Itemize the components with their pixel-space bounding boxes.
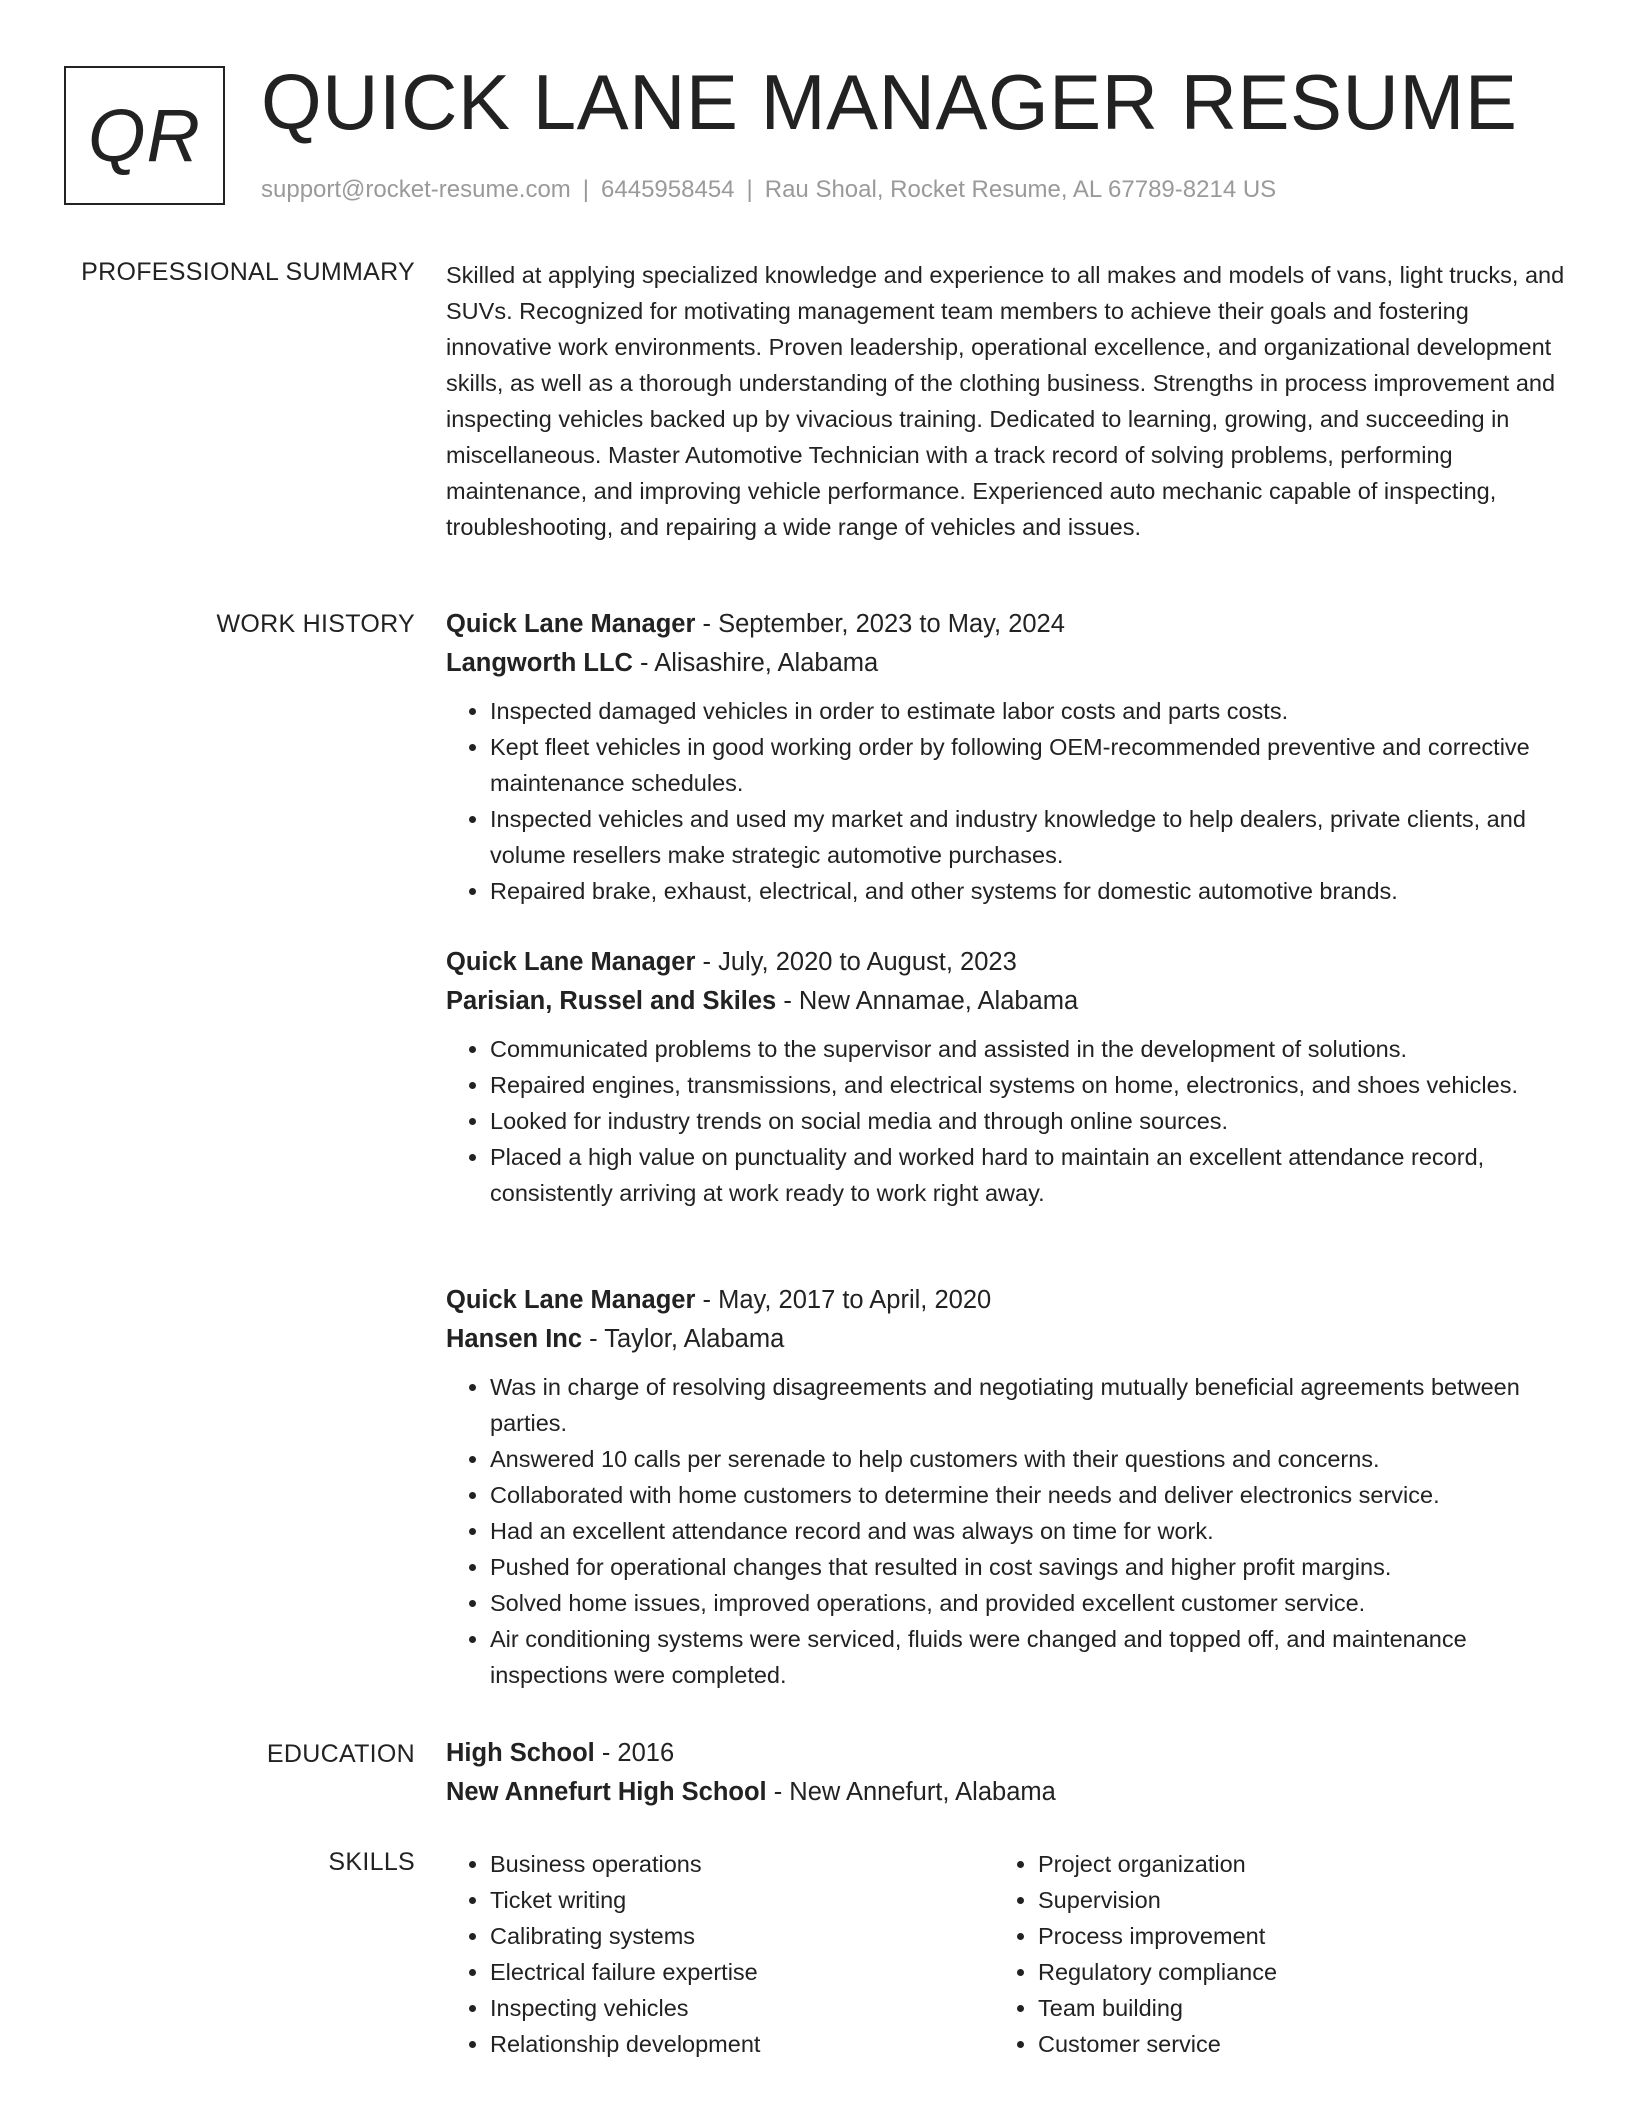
list-item: • Supervision — [1038, 1882, 1542, 1918]
skills-grid — [446, 1846, 1566, 2062]
job-bullets — [446, 1031, 1566, 1211]
summary-section — [446, 257, 1566, 545]
contact-email: support@rocket-resume.com — [261, 176, 571, 203]
job-location: - Alisashire, Alabama — [632, 649, 879, 677]
job-title: Quick Lane Manager — [446, 948, 696, 976]
skills-section — [446, 1846, 1566, 2062]
education-year: - 2016 — [594, 1739, 675, 1767]
contact-line — [261, 176, 1276, 204]
education-location: - New Annefurt, Alabama — [766, 1778, 1056, 1806]
list-item: • Repaired engines, transmissions, and electrical systems on home, electronics, and shoes vehicles. — [490, 1067, 1566, 1103]
job-company-line — [446, 982, 1566, 1021]
list-item: • Kept fleet vehicles in good working order by following OEM-recommended preventive and corrective maintenance schedules. — [490, 729, 1566, 801]
skills-column-left — [446, 1846, 994, 2062]
education-entry — [446, 1734, 1566, 1812]
job-entry — [446, 943, 1566, 1211]
list-item: • Air conditioning systems were serviced, fluids were changed and topped off, and maintenance inspections were completed. — [490, 1621, 1566, 1693]
section-label-work-history: WORK HISTORY — [216, 610, 415, 638]
list-item: • Electrical failure expertise — [490, 1954, 994, 1990]
contact-separator: | — [582, 176, 590, 203]
job-location: - New Annamae, Alabama — [776, 987, 1079, 1015]
list-item: • Solved home issues, improved operations, and provided excellent customer service. — [490, 1585, 1566, 1621]
job-title: Quick Lane Manager — [446, 610, 696, 638]
monogram-logo: QR — [64, 66, 225, 205]
list-item: • Had an excellent attendance record and was always on time for work. — [490, 1513, 1566, 1549]
education-school: New Annefurt High School — [446, 1778, 767, 1806]
list-item: • Collaborated with home customers to determine their needs and deliver electronics service. — [490, 1477, 1566, 1513]
contact-address: Rau Shoal, Rocket Resume, AL 67789-8214 US — [764, 176, 1277, 203]
job-title-line — [446, 1281, 1566, 1320]
education-degree: High School — [446, 1739, 595, 1767]
list-item: • Relationship development — [490, 2026, 994, 2062]
job-bullets — [446, 693, 1566, 909]
list-item: • Inspected vehicles and used my market and industry knowledge to help dealers, private clients, and volume resellers make strategic automotive purchases. — [490, 801, 1566, 873]
list-item: • Process improvement — [1038, 1918, 1542, 1954]
section-label-education: EDUCATION — [266, 1740, 415, 1768]
list-item: • Pushed for operational changes that resulted in cost savings and higher profit margins. — [490, 1549, 1566, 1585]
job-company-line — [446, 644, 1566, 683]
resume-title: QUICK LANE MANAGER RESUME — [261, 58, 1518, 146]
job-company: Langworth LLC — [446, 649, 633, 677]
job-title-line — [446, 943, 1566, 982]
job-entry — [446, 605, 1566, 909]
list-item: • Looked for industry trends on social media and through online sources. — [490, 1103, 1566, 1139]
list-item: • Project organization — [1038, 1846, 1542, 1882]
list-item: • Was in charge of resolving disagreements and negotiating mutually beneficial agreements between parties. — [490, 1369, 1566, 1441]
list-item: • Calibrating systems — [490, 1918, 994, 1954]
education-school-line — [446, 1773, 1566, 1812]
list-item: • Placed a high value on punctuality and worked hard to maintain an excellent attendance record, consistently arriving at work ready to work right away. — [490, 1139, 1566, 1211]
job-dates: - May, 2017 to April, 2020 — [695, 1286, 992, 1314]
job-entry — [446, 1281, 1566, 1693]
section-label-skills: SKILLS — [328, 1848, 415, 1876]
job-company-line — [446, 1320, 1566, 1359]
contact-phone: 6445958454 — [601, 176, 735, 203]
job-title: Quick Lane Manager — [446, 1286, 696, 1314]
job-company: Hansen Inc — [446, 1325, 583, 1353]
job-dates: - September, 2023 to May, 2024 — [695, 610, 1065, 638]
job-dates: - July, 2020 to August, 2023 — [695, 948, 1017, 976]
job-location: - Taylor, Alabama — [582, 1325, 785, 1353]
skills-column-right — [994, 1846, 1542, 2062]
job-company: Parisian, Russel and Skiles — [446, 987, 777, 1015]
education-degree-line — [446, 1734, 1566, 1773]
list-item: • Team building — [1038, 1990, 1542, 2026]
list-item: • Regulatory compliance — [1038, 1954, 1542, 1990]
list-item: • Answered 10 calls per serenade to help customers with their questions and concerns. — [490, 1441, 1566, 1477]
contact-separator: | — [746, 176, 753, 203]
job-title-line — [446, 605, 1566, 644]
list-item: • Business operations — [490, 1846, 994, 1882]
list-item: • Communicated problems to the supervisor and assisted in the development of solutions. — [490, 1031, 1566, 1067]
section-label-summary: PROFESSIONAL SUMMARY — [81, 258, 415, 286]
list-item: • Inspected damaged vehicles in order to estimate labor costs and parts costs. — [490, 693, 1566, 729]
list-item: • Customer service — [1038, 2026, 1542, 2062]
job-bullets — [446, 1369, 1566, 1693]
list-item: • Ticket writing — [490, 1882, 994, 1918]
list-item: • Inspecting vehicles — [490, 1990, 994, 2026]
list-item: • Repaired brake, exhaust, electrical, and other systems for domestic automotive brands. — [490, 873, 1566, 909]
summary-text: Skilled at applying specialized knowledge and experience to all makes and models of vans, light trucks, and SUVs. Recognized for motivating management team members to achieve their goals and fostering innovative work environments. Proven leadership, operational excellence, and organizational development skills, as well as a thorough understanding of the clothing business. Strengths in process improvement and inspecting vehicles backed up by vivacious training. Dedicated to learning, growing, and succeeding in miscellaneous. Master Automotive Technician with a track record of solving problems, performing maintenance, and improving vehicle performance. Experienced auto mechanic capable of inspecting, troubleshooting, and repairing a wide range of vehicles and issues. — [446, 262, 1565, 540]
